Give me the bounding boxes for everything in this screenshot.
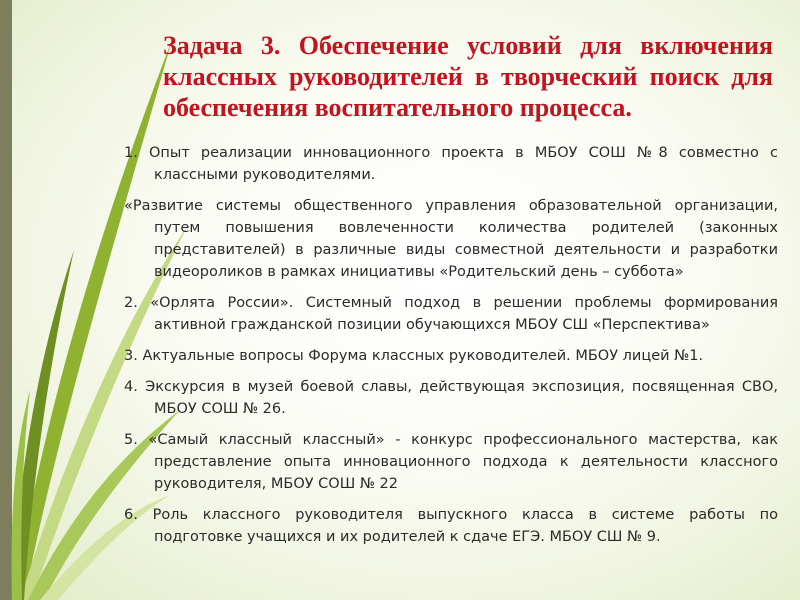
- list-item: 5. «Самый классный классный» - конкурс профессионального мастерства, как представление опыта инновационного подхода к деятельности классного руководителя, МБОУ СОШ № 22: [124, 432, 778, 492]
- task-items-list: [124, 142, 778, 557]
- list-item: 1. Опыт реализации инновационного проекта в МБОУ СОШ №8 совместно с классными руководителями.: [124, 145, 778, 183]
- list-item: «Развитие системы общественного управления образовательной организации, путем повышения вовлеченности количества родителей (законных представителей) в различные виды совместной деятельности и разработки видеороликов в рамках инициативы «Родительский день – суббота»: [124, 198, 778, 280]
- list-item: 3. Актуальные вопросы Форума классных руководителей. МБОУ лицей №1.: [124, 348, 704, 364]
- list-item: 2. «Орлята России». Системный подход в решении проблемы формирования активной гражданской позиции обучающихся МБОУ СШ «Перспектива»: [124, 295, 778, 333]
- list-item: 6. Роль классного руководителя выпускного класса в системе работы по подготовке учащихся и их родителей к сдаче ЕГЭ. МБОУ СШ № 9.: [124, 507, 778, 545]
- slide-title: Задача 3. Обеспечение условий для включения классных руководителей в творческий поиск для обеспечения воспитательного процесса.: [163, 31, 773, 122]
- list-item: 4. Экскурсия в музей боевой славы, действующая экспозиция, посвященная СВО, МБОУ СОШ № 26.: [124, 379, 778, 417]
